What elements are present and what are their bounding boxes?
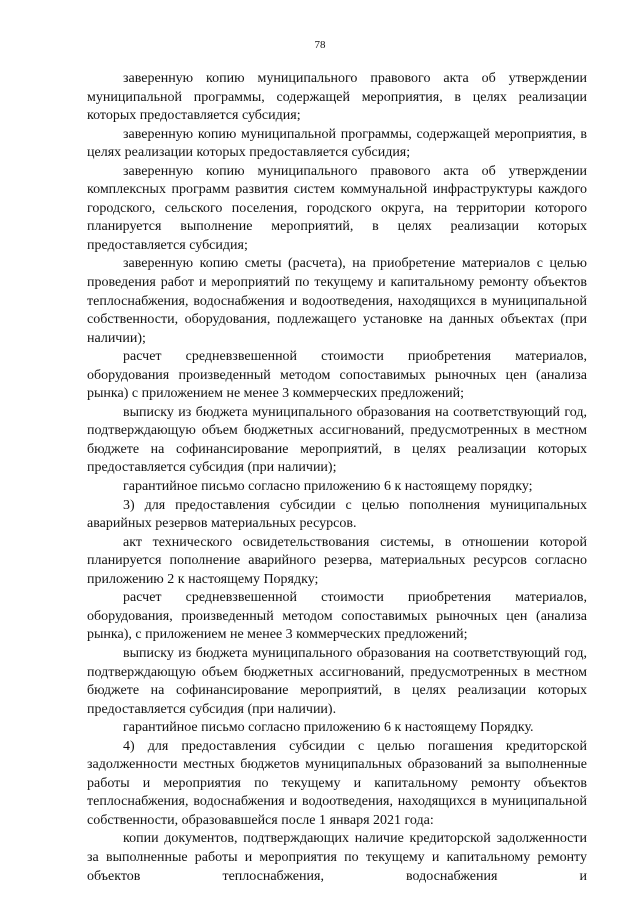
paragraph: копии документов, подтверждающих наличие кредиторской задолженности за выполненные работы и мероприятия по текущему и капитальному ремонту объектов теплоснабжения, водоснабжения и [87,831,587,884]
paragraph: заверенную копию сметы (расчета), на приобретение материалов с целью проведения работ и мероприятий по текущему и капитальному ремонту объектов теплоснабжения, водоснабжения и водоотведения, находящихся в муниципальной собственности, оборудования, подлежащего установке на данных объектах (при наличии); [87,256,587,346]
paragraph: заверенную копию муниципальной программы, содержащей мероприятия, в целях реализации которых предоставляется субсидия; [87,126,587,161]
paragraph: гарантийное письмо согласно приложению 6 к настоящему Порядку. [123,720,534,736]
paragraph: расчет средневзвешенной стоимости приобретения материалов, оборудования, произведенный методом сопоставимых рыночных цен (анализа рынка), с приложением не менее 3 коммерческих предложений; [87,590,587,643]
paragraph: гарантийное письмо согласно приложению 6 к настоящему порядку; [123,479,533,495]
paragraph: 4) для предоставления субсидии с целью погашения кредиторской задолженности местных бюджетов муниципальных образований за выполненные работы и мероприятия по текущему и капитальному ремонту объектов теплоснабжения, водоснабжения и водоотведения, находящихся в муниципальной собственности, образовавшейся после 1 января 2021 года: [87,738,587,828]
paragraph: расчет средневзвешенной стоимости приобретения материалов, оборудования произведенный методом сопоставимых рыночных цен (анализа рынка) с приложением не менее 3 коммерческих предложений; [87,349,587,402]
document-body [87,70,587,886]
paragraph: выписку из бюджета муниципального образования на соответствующий год, подтверждающую объем бюджетных ассигнований, предусмотренных в местном бюджете на софинансирование мероприятий, в целях реализации которых предоставляется субсидия (при наличии). [87,645,587,717]
paragraph: заверенную копию муниципального правового акта об утверждении комплексных программ развития систем коммунальной инфраструктуры каждого городского, сельского поселения, городского округа, на территории которого планируется выполнение мероприятий, в целях реализации которых предоставляется субсидия; [87,163,587,253]
paragraph: акт технического освидетельствования системы, в отношении которой планируется пополнение аварийного резерва, материальных ресурсов согласно приложению 2 к настоящему Порядку; [87,534,587,587]
paragraph: выписку из бюджета муниципального образования на соответствующий год, подтверждающую объем бюджетных ассигнований, предусмотренных в местном бюджете на софинансирование мероприятий, в целях реализации которых предоставляется субсидия (при наличии); [87,404,587,476]
page-number: 78 [314,39,326,51]
paragraph: 3) для предоставления субсидии с целью пополнения муниципальных аварийных резервов материальных ресурсов. [87,497,587,532]
paragraph: заверенную копию муниципального правового акта об утверждении муниципальной программы, содержащей мероприятия, в целях реализации которых предоставляется субсидия; [87,71,587,124]
